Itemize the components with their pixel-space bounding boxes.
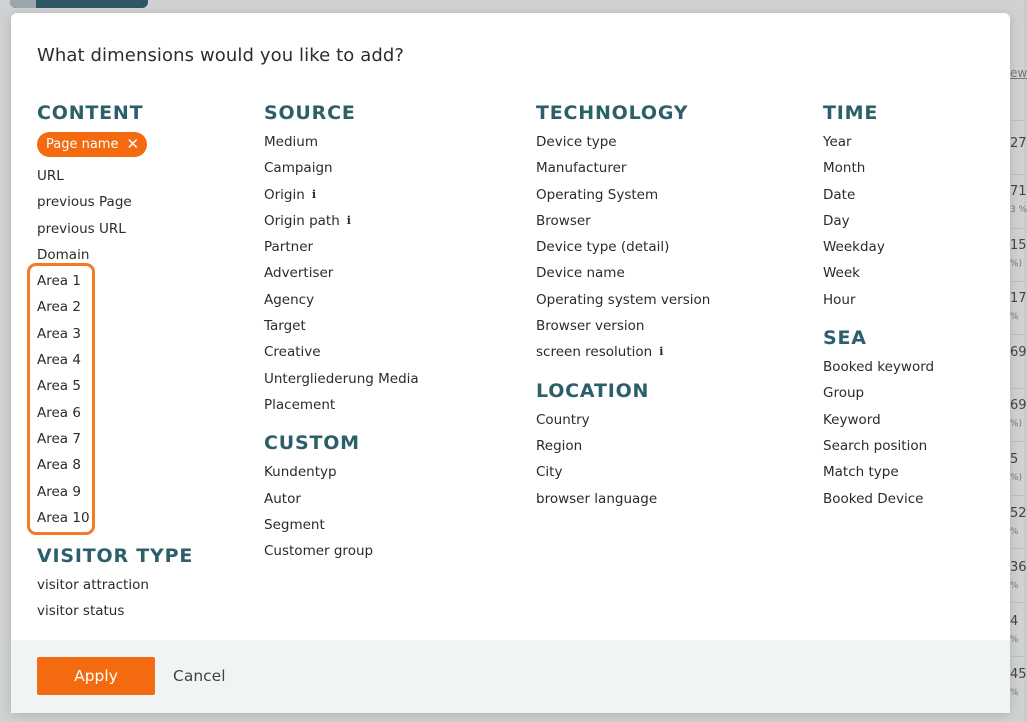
dimension-label: Group: [823, 385, 865, 402]
dimension-label: Kundentyp: [264, 464, 337, 481]
dimension-label: Device name: [536, 265, 625, 282]
content-column: [37, 101, 237, 625]
dimension-label: visitor attraction: [37, 577, 149, 594]
background-table-fragment: 5: [1010, 452, 1019, 467]
dialog-title: What dimensions would you like to add?: [37, 45, 405, 66]
dimension-label: Device type (detail): [536, 239, 670, 256]
dimension-item-area-4[interactable]: [37, 347, 237, 373]
dimension-item-keyword[interactable]: [823, 407, 1003, 433]
background-row-divider: [1010, 228, 1024, 229]
dimension-item-operating-system[interactable]: [536, 182, 806, 208]
info-icon[interactable]: i: [659, 345, 664, 359]
dimension-label: Domain: [37, 246, 90, 263]
dimension-label: Device type: [536, 134, 617, 150]
background-table-fragment: %: [1010, 312, 1019, 322]
dimension-item-visitor-attraction[interactable]: [37, 572, 237, 598]
dimension-label: Area 5: [37, 378, 81, 395]
dimension-item-date[interactable]: [823, 182, 1003, 208]
background-table-fragment: %): [1010, 419, 1023, 429]
dimension-label: Year: [823, 134, 852, 150]
dimension-label: Advertiser: [264, 265, 334, 282]
background-table-fragment: 52: [1010, 506, 1027, 521]
close-icon[interactable]: ✕: [126, 135, 140, 153]
dimension-label: Customer group: [264, 543, 374, 560]
dimension-label: browser language: [536, 490, 658, 507]
background-table-fragment: ew: [1010, 66, 1027, 80]
dimension-label: previous URL: [37, 220, 126, 237]
apply-button[interactable]: Apply: [37, 657, 155, 695]
dimension-label: Region: [536, 437, 583, 454]
time-dimension-list: [823, 129, 1003, 313]
background-row-divider: [1010, 656, 1024, 657]
section-heading-custom: CUSTOM: [264, 432, 360, 455]
dimension-item-device-type[interactable]: [536, 129, 806, 155]
section-heading-source: SOURCE: [264, 102, 356, 124]
technology-column: [536, 101, 806, 512]
background-table-fragment: 69: [1010, 345, 1027, 360]
section-heading-technology: TECHNOLOGY: [536, 102, 689, 124]
section-heading-sea: SEA: [823, 327, 867, 350]
dimension-item-segment[interactable]: [264, 512, 514, 538]
dimension-label: Area 1: [37, 273, 81, 290]
visitor-type-dimension-list: [37, 572, 237, 625]
sea-dimension-list: [823, 354, 1003, 512]
background-table-fragment: 45: [1010, 667, 1027, 682]
dimension-item-region[interactable]: [536, 433, 806, 459]
dimension-label: Origin: [264, 186, 305, 203]
info-icon[interactable]: i: [346, 213, 351, 227]
background-table-fragment: %): [1010, 259, 1023, 269]
dimension-label: Area 10: [37, 509, 90, 526]
dimension-label: Area 6: [37, 404, 81, 421]
dimension-item-device-name[interactable]: [536, 260, 806, 286]
dimension-item-operating-system-version[interactable]: [536, 287, 806, 313]
dimension-label: Month: [823, 160, 866, 177]
time-column: [823, 101, 1003, 512]
dimension-label: visitor status: [37, 603, 125, 620]
dimension-label: Creative: [264, 344, 321, 361]
background-row-divider: [1010, 602, 1024, 603]
dimension-item-hour[interactable]: [823, 287, 1003, 313]
dimension-item-autor[interactable]: [264, 486, 514, 512]
dimension-label: Keyword: [823, 411, 881, 428]
dimension-label: Placement: [264, 396, 336, 413]
dimension-label: Match type: [823, 464, 899, 481]
dimension-label: Date: [823, 186, 856, 203]
dimension-item-year[interactable]: [823, 129, 1003, 155]
dimension-label: Hour: [823, 291, 856, 308]
dimension-label: Campaign: [264, 160, 333, 177]
dimension-item-month[interactable]: [823, 155, 1003, 181]
dimension-item-placement[interactable]: [264, 392, 514, 418]
section-heading-time: TIME: [823, 102, 879, 124]
dimension-item-customer-group[interactable]: [264, 538, 514, 564]
dimension-item-kundentyp[interactable]: [264, 459, 514, 485]
dimension-label: Area 3: [37, 325, 81, 342]
background-table-fragment: 27: [1010, 136, 1027, 151]
add-dimensions-dialog: [11, 13, 1010, 713]
dimension-item-origin-path[interactable]: [264, 208, 514, 234]
dimension-label: Search position: [823, 437, 928, 454]
dimension-item-domain[interactable]: [37, 242, 237, 268]
background-table-fragment: 4: [1010, 614, 1019, 629]
dimension-item-area-3[interactable]: [37, 321, 237, 347]
dimension-item-advertiser[interactable]: [264, 260, 514, 286]
dimension-item-country[interactable]: [536, 407, 806, 433]
section-heading-location: LOCATION: [536, 379, 650, 402]
background-row-divider: [1010, 388, 1024, 389]
background-table-fragment: 15: [1010, 238, 1027, 253]
info-icon[interactable]: i: [311, 187, 316, 201]
dimension-item-screen-resolution[interactable]: [536, 339, 806, 365]
background-table-fragment: 17: [1010, 291, 1027, 306]
custom-dimension-list: [264, 459, 514, 564]
dimension-item-agency[interactable]: [264, 287, 514, 313]
background-row-divider: [1010, 174, 1024, 175]
dimension-item-origin[interactable]: [264, 182, 514, 208]
dimension-item-device-type-detail[interactable]: [536, 234, 806, 260]
selected-dimension-chip[interactable]: [37, 132, 147, 157]
dimension-label: Operating system version: [536, 291, 711, 308]
dimension-label: Day: [823, 212, 850, 229]
dimension-label: screen resolution: [536, 344, 653, 361]
dimension-label: Week: [823, 265, 860, 282]
dimension-label: Target: [264, 318, 306, 335]
dimension-label: Untergliederung Media: [264, 370, 419, 387]
background-row-divider: [1010, 281, 1024, 282]
dimension-item-day[interactable]: [823, 208, 1003, 234]
dimension-item-manufacturer[interactable]: [536, 155, 806, 181]
technology-dimension-list: [536, 129, 806, 366]
chip-label: Page name: [46, 137, 119, 152]
dimension-item-url[interactable]: [37, 163, 237, 189]
dimension-label: Browser version: [536, 318, 645, 335]
background-row-divider: [1010, 120, 1024, 121]
dimension-item-visitor-status[interactable]: [37, 598, 237, 624]
dimension-item-booked-keyword[interactable]: [823, 354, 1003, 380]
background-table-fragment: 69: [1010, 398, 1027, 413]
background-row-divider: [1010, 548, 1024, 549]
dimension-item-area-5[interactable]: [37, 373, 237, 399]
dimension-label: Area 2: [37, 299, 81, 316]
source-dimension-list: [264, 129, 514, 418]
dimension-label: Partner: [264, 239, 314, 256]
dimension-item-group[interactable]: [823, 380, 1003, 406]
background-table-edge: [1010, 0, 1027, 722]
background-table-fragment: %: [1010, 635, 1019, 645]
dimension-label: Weekday: [823, 239, 885, 256]
background-table-fragment: %: [1010, 527, 1019, 537]
background-table-fragment: 71: [1010, 184, 1027, 199]
dimension-label: Manufacturer: [536, 160, 627, 177]
dimension-item-browser-language[interactable]: [536, 486, 806, 512]
dimension-label: Area 8: [37, 457, 81, 474]
section-heading-visitor-type: VISITOR TYPE: [37, 545, 194, 568]
dimension-label: URL: [37, 168, 64, 184]
dialog-footer: [11, 640, 1010, 713]
background-row-divider: [1010, 334, 1024, 335]
dimension-item-partner[interactable]: [264, 234, 514, 260]
dimension-item-creative[interactable]: [264, 339, 514, 365]
dimension-item-area-8[interactable]: [37, 452, 237, 478]
dimension-label: Autor: [264, 490, 301, 507]
dimension-item-browser[interactable]: [536, 208, 806, 234]
cancel-button[interactable]: Cancel: [173, 657, 226, 695]
dimension-label: City: [536, 464, 563, 481]
dimension-label: Agency: [264, 291, 315, 308]
dimension-item-area-1[interactable]: [37, 268, 237, 294]
dimension-label: Booked keyword: [823, 359, 935, 376]
dimension-item-week[interactable]: [823, 260, 1003, 286]
background-table-fragment: %): [1010, 473, 1023, 483]
dimension-item-weekday[interactable]: [823, 234, 1003, 260]
dimension-item-target[interactable]: [264, 313, 514, 339]
background-tab: [10, 0, 148, 8]
dimension-item-untergliederung-media[interactable]: [264, 366, 514, 392]
dimension-item-area-9[interactable]: [37, 479, 237, 505]
dimension-item-search-position[interactable]: [823, 433, 1003, 459]
dimension-item-city[interactable]: [536, 459, 806, 485]
dimension-label: Country: [536, 411, 590, 428]
content-dimension-list: [37, 163, 237, 531]
dimension-item-area-6[interactable]: [37, 400, 237, 426]
dimension-item-browser-version[interactable]: [536, 313, 806, 339]
background-table-fragment: %: [1010, 688, 1019, 698]
background-table-fragment: 3 %: [1010, 205, 1027, 215]
dimension-label: previous Page: [37, 194, 132, 211]
dimension-item-area-7[interactable]: [37, 426, 237, 452]
background-table-fragment: 36: [1010, 560, 1027, 575]
dimension-label: Area 9: [37, 483, 81, 500]
dimension-item-campaign[interactable]: [264, 155, 514, 181]
dimension-item-area-10[interactable]: [37, 505, 237, 531]
dimension-label: Operating System: [536, 186, 659, 203]
dimension-label: Browser: [536, 212, 591, 229]
dimension-label: Area 4: [37, 352, 81, 369]
background-table-fragment: %: [1010, 581, 1019, 591]
dimension-label: Segment: [264, 516, 325, 533]
dimension-item-previous-page[interactable]: [37, 189, 237, 215]
dimension-item-area-2[interactable]: [37, 294, 237, 320]
source-column: [264, 101, 514, 564]
background-row-divider: [1010, 495, 1024, 496]
dimension-item-match-type[interactable]: [823, 459, 1003, 485]
dimension-item-medium[interactable]: [264, 129, 514, 155]
dimension-label: Medium: [264, 134, 318, 150]
dimension-label: Origin path: [264, 212, 340, 229]
dimension-label: Area 7: [37, 430, 81, 447]
background-row-divider: [1010, 441, 1024, 442]
section-heading-content: CONTENT: [37, 102, 144, 124]
dimension-label: Booked Device: [823, 490, 924, 507]
dimension-item-previous-url[interactable]: [37, 216, 237, 242]
location-dimension-list: [536, 407, 806, 512]
dimension-item-booked-device[interactable]: [823, 486, 1003, 512]
